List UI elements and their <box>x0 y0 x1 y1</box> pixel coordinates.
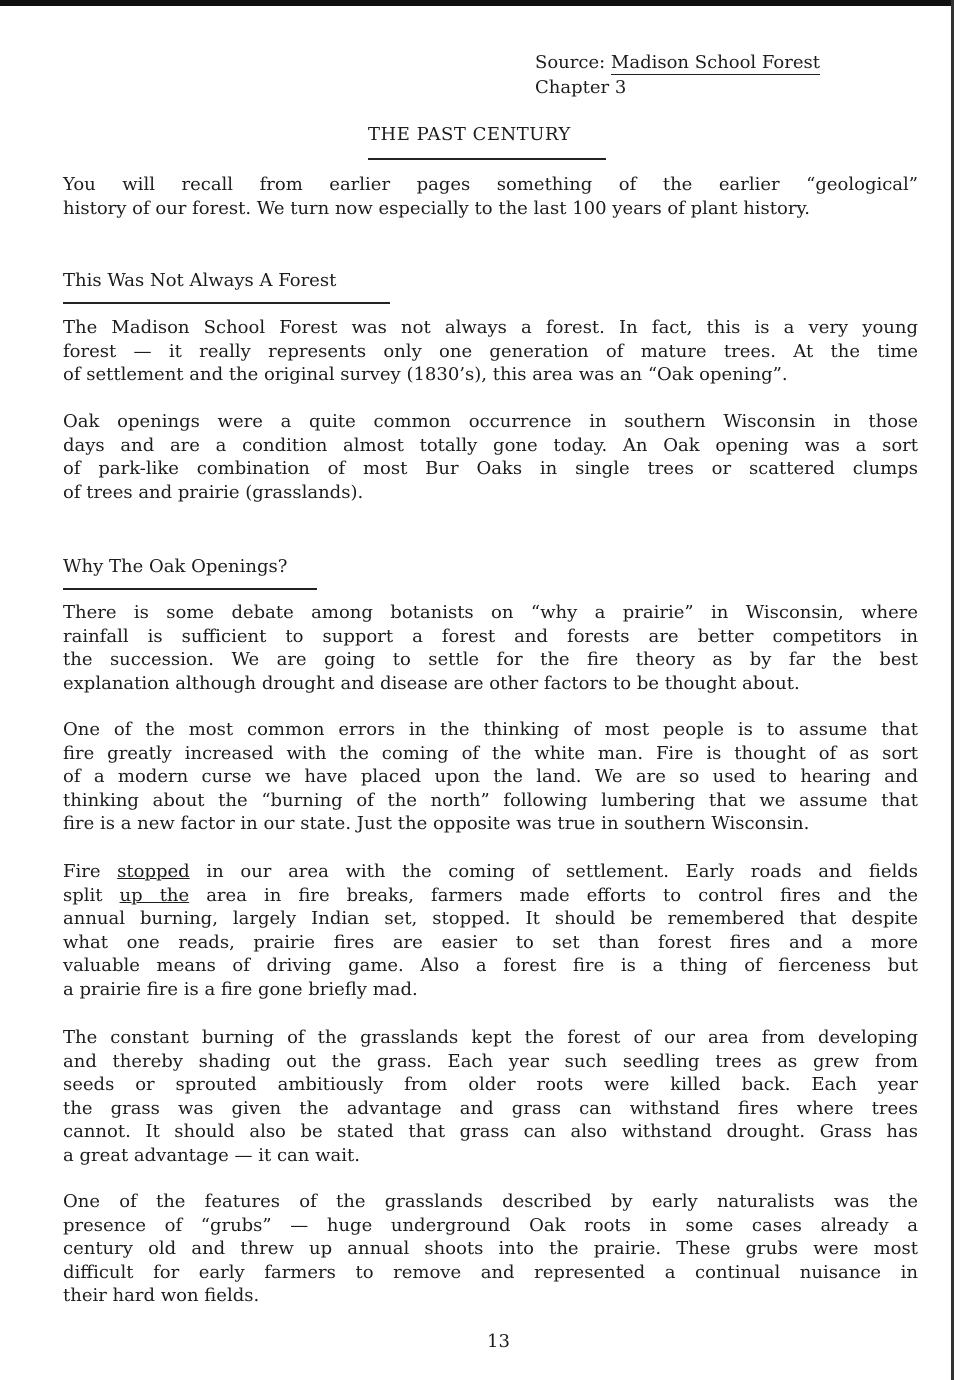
section-heading-forest: This Was Not Always A Forest <box>63 270 337 291</box>
text-line: and thereby shading out the grass. Each year such seedling trees as grew from <box>63 1050 918 1072</box>
text-line: Oak openings were a quite common occurrence in southern Wisconsin in those <box>63 411 918 432</box>
text-line: of settlement and the original survey (1830’s), this area was an “Oak opening”. <box>63 364 788 385</box>
text-line: the grass was given the advantage and grass can withstand fires where trees <box>63 1097 918 1119</box>
text-line: days and are a condition almost totally gone today. An Oak opening was a sort <box>63 434 918 456</box>
text-line: the succession. We are going to settle for the fire theory as by far the best <box>63 649 918 670</box>
text-line: You will recall from earlier pages something of the earlier “geological” <box>63 174 918 195</box>
heading-underline <box>63 302 390 304</box>
text-line: rainfall is sufficient to support a forest and forests are better competitors in <box>63 625 918 647</box>
paragraph-oak-3 <box>63 860 918 1001</box>
text-line: There is some debate among botanists on “why a prairie” in Wisconsin, where <box>63 602 918 623</box>
section-heading-oak-openings: Why The Oak Openings? <box>63 556 288 577</box>
paragraph-oak-1 <box>63 601 918 695</box>
text-line: valuable means of driving game. Also a forest fire is a thing of fierceness but <box>63 955 918 976</box>
text-segment: area in fire breaks, farmers made efforts to control fires and the <box>189 884 918 906</box>
text-line: history of our forest. We turn now especially to the last 100 years of plant history. <box>63 197 810 219</box>
page-title: THE PAST CENTURY <box>368 124 571 145</box>
text-line: their hard won fields. <box>63 1285 260 1306</box>
text-line: forest — it really represents only one generation of mature trees. At the time <box>63 340 918 362</box>
text-line: fire greatly increased with the coming of the white man. Fire is thought of as sort <box>63 742 918 764</box>
text-line: seeds or sprouted ambitiously from older roots were killed back. Each year <box>63 1074 918 1095</box>
text-line: One of the features of the grasslands described by early naturalists was the <box>63 1191 918 1212</box>
text-line: of trees and prairie (grasslands). <box>63 481 364 503</box>
page-number: 13 <box>487 1331 510 1352</box>
text-line <box>63 860 918 884</box>
text-line: explanation although drought and disease are other factors to be thought about. <box>63 672 800 694</box>
chapter-label: Chapter 3 <box>535 77 627 98</box>
text-line: thinking about the “burning of the north” following lumbering that we assume that <box>63 789 918 811</box>
text-line: what one reads, prairie fires are easier to set than forest fires and a more <box>63 931 918 953</box>
text-line: annual burning, largely Indian set, stopped. It should be remembered that despite <box>63 908 918 929</box>
source-title: Madison School Forest <box>610 52 820 73</box>
text-line: presence of “grubs” — huge underground Oak roots in some cases already a <box>63 1214 918 1236</box>
underlined-word: stopped <box>117 861 190 882</box>
paragraph-oak-4 <box>63 1026 918 1167</box>
heading-underline <box>63 588 317 590</box>
paragraph-forest-1 <box>63 316 918 387</box>
text-line: of a modern curse we have placed upon the land. We are so used to hearing and <box>63 766 918 787</box>
text-line: The Madison School Forest was not always a forest. In fact, this is a very young <box>63 317 918 338</box>
title-underline <box>368 158 606 160</box>
text-line: century old and threw up annual shoots into the prairie. These grubs were most <box>63 1238 918 1259</box>
text-segment: split <box>63 884 120 906</box>
paragraph-forest-2 <box>63 410 918 504</box>
source-citation <box>535 50 820 100</box>
text-segment: Fire <box>63 861 118 882</box>
text-line <box>63 884 918 908</box>
underlined-word: up the <box>119 884 190 906</box>
paragraph-oak-2 <box>63 718 918 836</box>
text-line: One of the most common errors in the thinking of most people is to assume that <box>63 719 918 740</box>
source-label: Source: <box>535 52 606 73</box>
text-line: of park-like combination of most Bur Oaks in single trees or scattered clumps <box>63 458 918 479</box>
text-line: The constant burning of the grasslands kept the forest of our area from developing <box>63 1027 918 1048</box>
text-line: cannot. It should also be stated that grass can also withstand drought. Grass has <box>63 1121 918 1142</box>
text-line: a great advantage — it can wait. <box>63 1144 360 1166</box>
text-line: difficult for early farmers to remove and represented a continual nuisance in <box>63 1261 918 1283</box>
text-segment: in our area with the coming of settlement. Early roads and fields <box>189 861 918 882</box>
text-line: fire is a new factor in our state. Just the opposite was true in southern Wisconsin. <box>63 813 810 834</box>
text-line: a prairie fire is a fire gone briefly mad. <box>63 978 418 1000</box>
scan-top-border <box>0 0 954 6</box>
paragraph-oak-5 <box>63 1190 918 1308</box>
intro-paragraph <box>63 173 918 220</box>
